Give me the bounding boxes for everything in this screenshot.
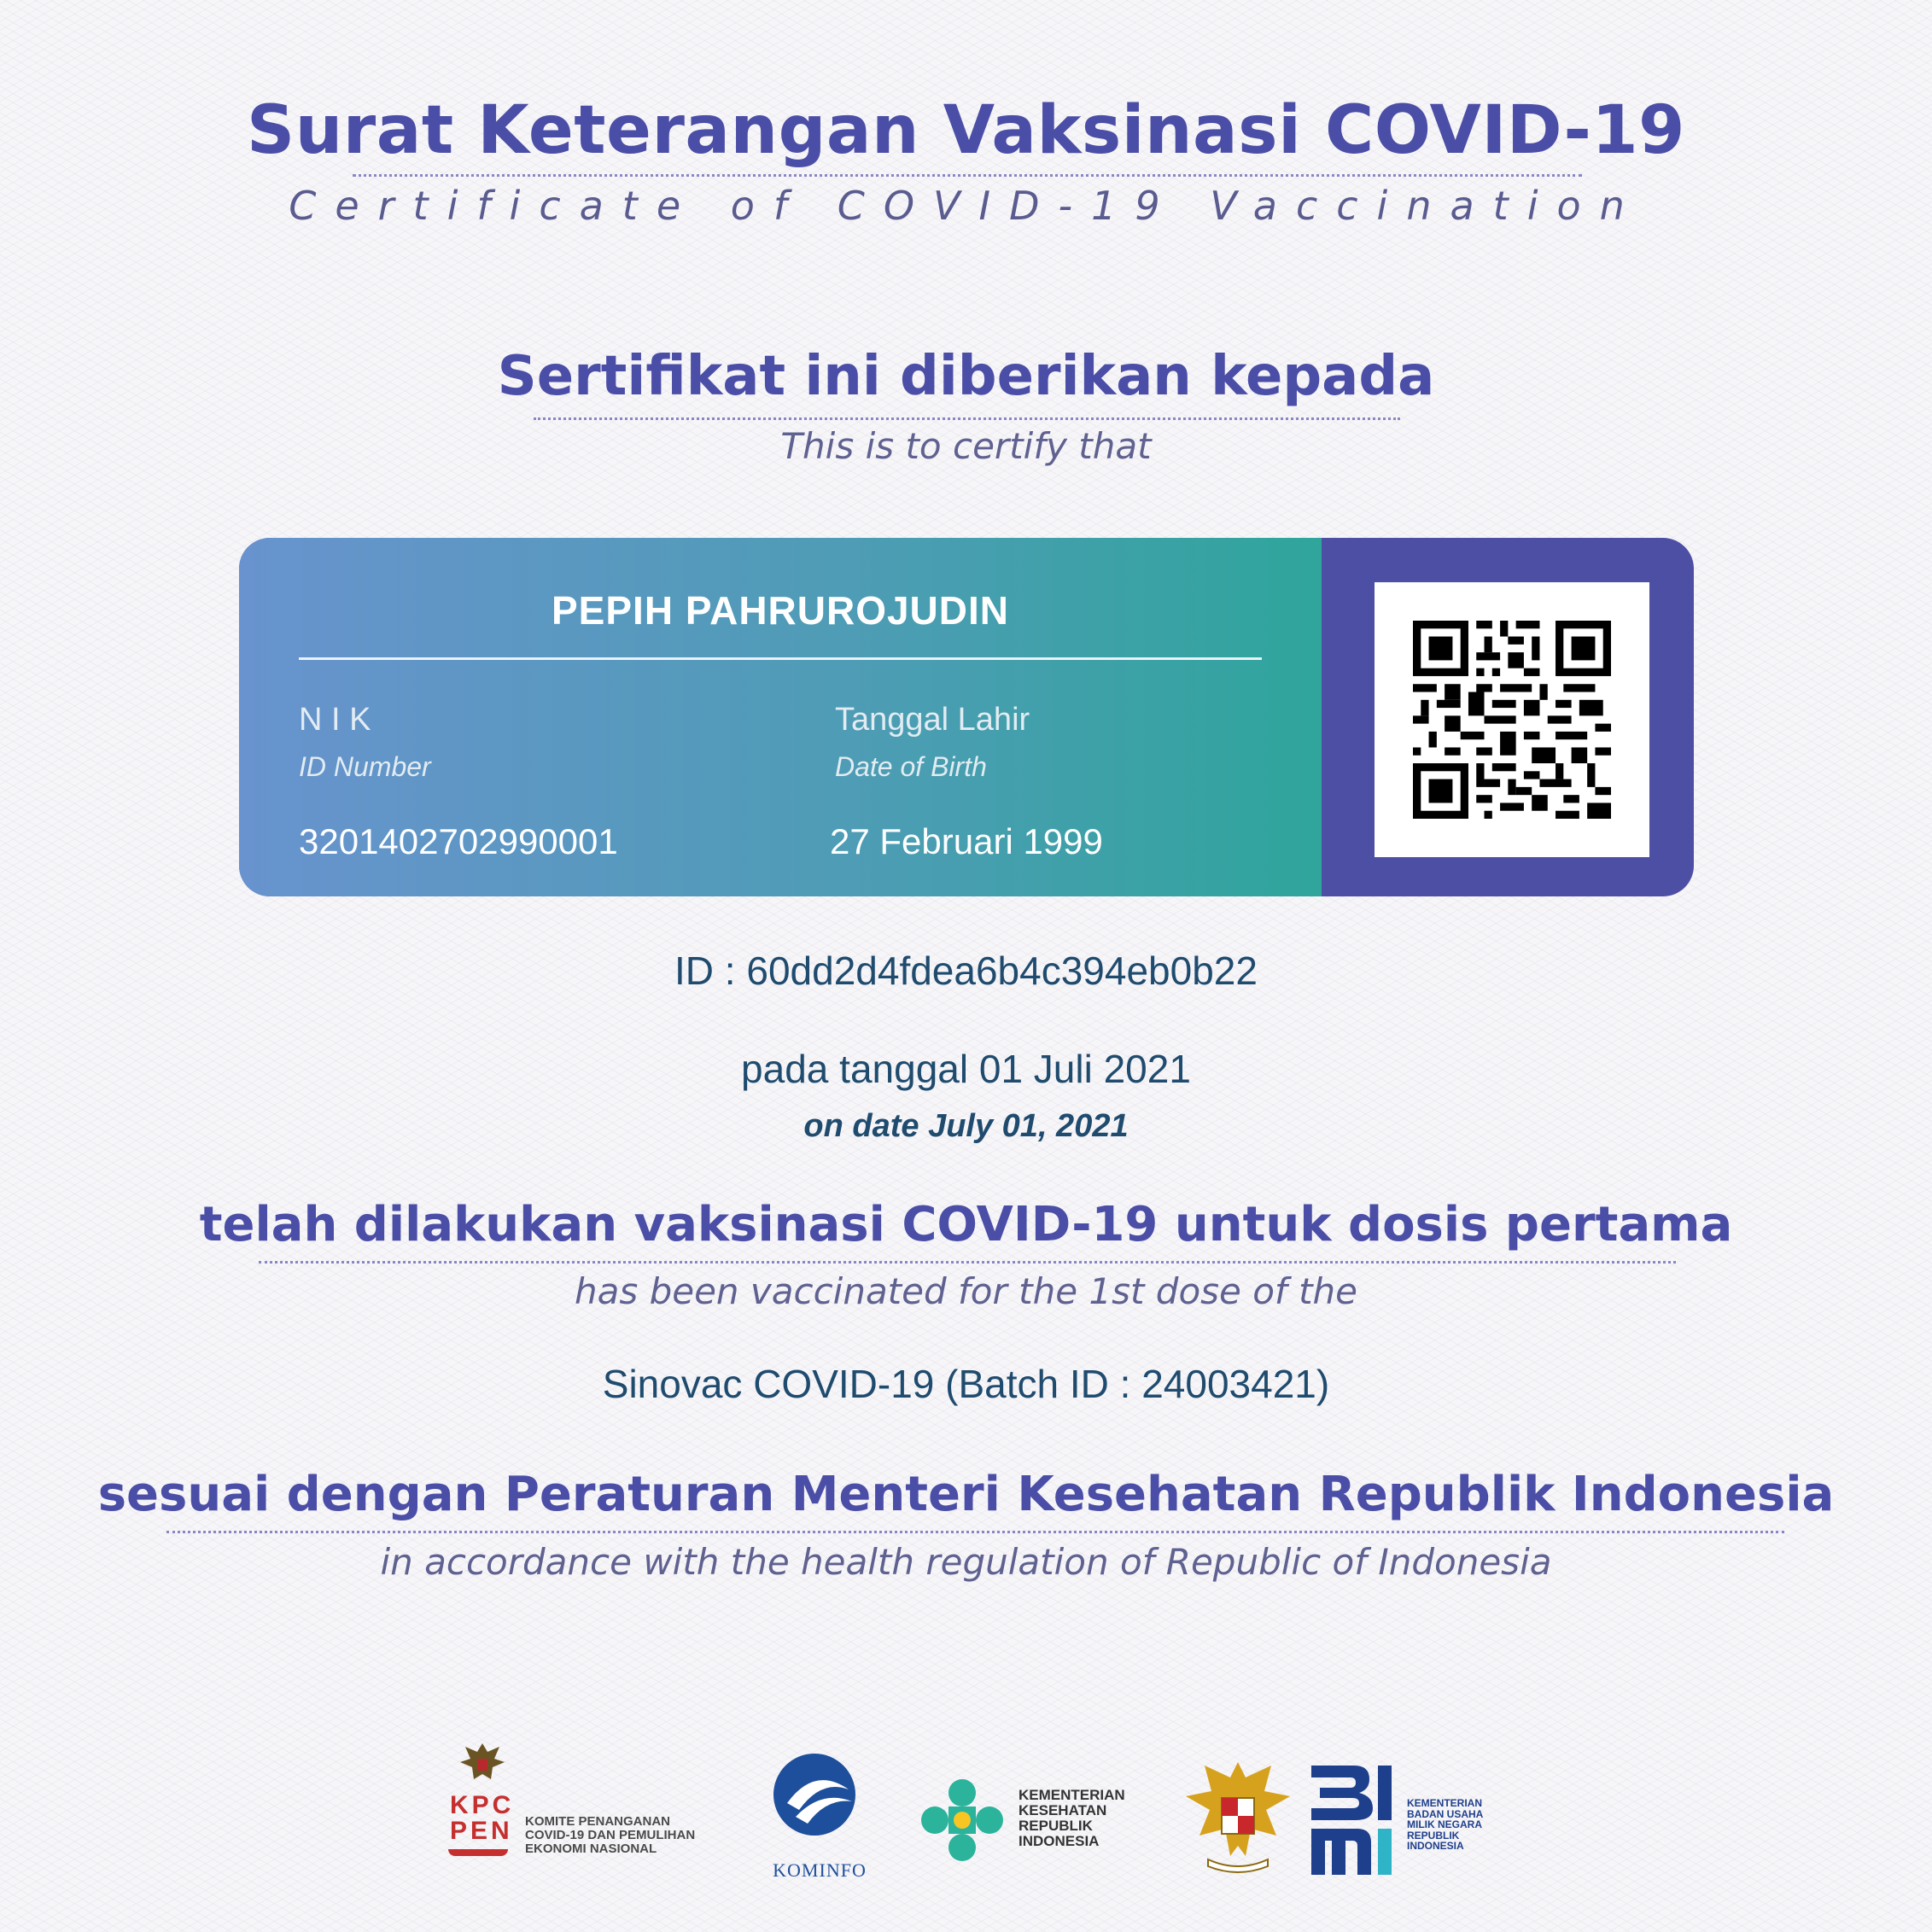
recipient-subheading: This is to certify that <box>780 425 1152 467</box>
kpcpen-text-1: KOMITE PENANGANAN <box>525 1814 671 1829</box>
bumn-text-1: KEMENTERIAN <box>1407 1797 1483 1809</box>
nik-value: 3201402702990001 <box>299 821 618 861</box>
garuda-small-icon <box>457 1740 508 1788</box>
dose-subheading: has been vaccinated for the 1st dose of the <box>574 1270 1357 1312</box>
holder-card <box>239 538 1694 896</box>
bumn-text-4: REPUBLIK <box>1407 1829 1460 1842</box>
kpcpen-text-3: EKONOMI NASIONAL <box>525 1841 657 1856</box>
recipient-heading: Sertifikat ini diberikan kepada <box>497 345 1435 408</box>
title-divider <box>353 174 1582 177</box>
kpcpen-text-2: COVID-19 DAN PEMULIHAN <box>525 1827 696 1842</box>
dose-heading: telah dilakukan vaksinasi COVID-19 untuk dosis pertama <box>199 1197 1733 1252</box>
dob-value: 27 Februari 1999 <box>830 821 1103 861</box>
certificate-title: Surat Keterangan Vaksinasi COVID-19 <box>247 92 1685 169</box>
kemenkes-text-3: REPUBLIK <box>1019 1817 1093 1834</box>
bumn-logo <box>1306 1760 1503 1880</box>
kpcpen-top: KPC <box>450 1791 515 1819</box>
certificate-id: ID : 60dd2d4fdea6b4c394eb0b22 <box>674 948 1258 993</box>
nik-label-en: ID Number <box>299 751 431 782</box>
recipient-divider <box>534 417 1400 420</box>
regulation-heading: sesuai dengan Peraturan Menteri Kesehatan Republik Indonesia <box>97 1467 1835 1522</box>
kemenkes-emblem-icon <box>918 1776 1007 1865</box>
kominfo-emblem-icon <box>770 1750 859 1839</box>
bumn-text-2: BADAN USAHA <box>1407 1807 1484 1820</box>
garuda-logo <box>1182 1757 1293 1877</box>
kominfo-text: KOMINFO <box>773 1859 867 1881</box>
certificate-subtitle: Certificate of COVID-19 Vaccination <box>289 183 1643 229</box>
regulation-divider <box>166 1531 1784 1533</box>
garuda-pancasila-icon <box>1182 1757 1293 1877</box>
kpcpen-underline <box>448 1849 508 1856</box>
dob-label-en: Date of Birth <box>835 751 987 782</box>
kemenkes-text-2: KESEHATAN <box>1019 1801 1107 1818</box>
holder-name: PEPIH PAHRUROJUDIN <box>552 588 1009 633</box>
qr-code-icon <box>1413 621 1611 819</box>
vaccination-date: pada tanggal 01 Juli 2021 <box>741 1047 1191 1091</box>
name-divider <box>299 657 1262 660</box>
vaccination-date-en: on date July 01, 2021 <box>803 1108 1129 1144</box>
kemenkes-text-1: KEMENTERIAN <box>1019 1787 1125 1803</box>
kominfo-logo <box>760 1750 879 1887</box>
footer-logos <box>0 1733 1932 1904</box>
qr-code-frame <box>1375 582 1649 857</box>
bumn-text-3: MILIK NEGARA <box>1407 1818 1482 1831</box>
vaccine-name: Sinovac COVID-19 (Batch ID : 24003421) <box>602 1362 1330 1406</box>
kemenkes-logo <box>918 1776 1140 1878</box>
kemenkes-text-4: INDONESIA <box>1019 1832 1100 1849</box>
holder-info-panel <box>239 538 1322 896</box>
kpcpen-logo <box>448 1740 713 1877</box>
bumn-text-5: INDONESIA <box>1407 1840 1464 1853</box>
regulation-subheading: in accordance with the health regulation of Republic of Indonesia <box>380 1541 1552 1583</box>
dob-label: Tanggal Lahir <box>835 702 1030 738</box>
nik-label: N I K <box>299 702 371 738</box>
kpcpen-bottom: PEN <box>450 1817 513 1845</box>
bumn-emblem-icon <box>1306 1760 1400 1880</box>
dose-divider <box>259 1261 1676 1264</box>
